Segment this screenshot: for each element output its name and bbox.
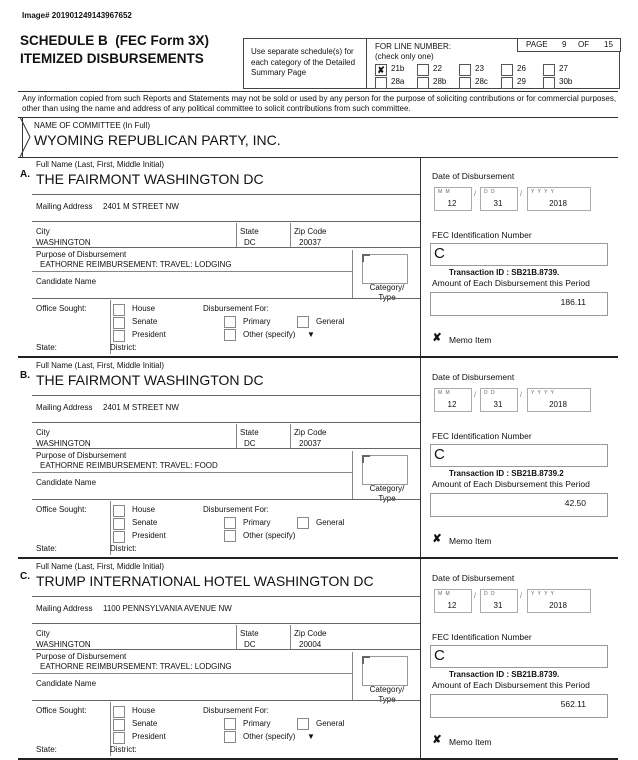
office-senate-label: Senate xyxy=(132,317,158,326)
state-label: State xyxy=(240,227,259,236)
line-option-label: 28a xyxy=(391,77,405,86)
office-state-label: State: xyxy=(36,745,57,754)
other-checkbox[interactable] xyxy=(224,530,236,542)
date-slash: / xyxy=(520,191,522,198)
page-total: 15 xyxy=(604,40,613,49)
office-house-label: House xyxy=(132,706,156,715)
zip-value: 20037 xyxy=(299,439,322,448)
date-month-hint: M M xyxy=(438,189,451,195)
line-option-checkbox[interactable] xyxy=(375,77,387,89)
line-option-label: 30b xyxy=(559,77,573,86)
amount-value: 42.50 xyxy=(564,498,586,508)
date-day-value: 31 xyxy=(493,400,503,409)
line-option-label: 23 xyxy=(475,64,484,73)
date-day-value: 31 xyxy=(493,601,503,610)
line-option-checkbox[interactable] xyxy=(501,64,513,76)
line-option-label: 21b xyxy=(391,64,405,73)
office-senate-label: Senate xyxy=(132,518,158,527)
date-label: Date of Disbursement xyxy=(432,573,515,583)
primary-checkbox[interactable] xyxy=(224,316,236,328)
zip-value: 20037 xyxy=(299,238,322,247)
line-option-checkbox[interactable]: ✘ xyxy=(375,64,387,76)
city-label: City xyxy=(36,227,50,236)
date-slash: / xyxy=(474,191,476,198)
line-number-label: FOR LINE NUMBER: xyxy=(375,42,452,51)
committee-bracket xyxy=(18,117,34,157)
date-slash: / xyxy=(520,593,522,600)
purpose-label: Purpose of Disbursement xyxy=(36,652,127,661)
date-year-value: 2018 xyxy=(549,400,567,409)
mailing-address-label: Mailing Address xyxy=(36,403,93,412)
city-value: WASHINGTON xyxy=(36,238,91,247)
separate-schedule-note-box xyxy=(243,38,367,89)
date-label: Date of Disbursement xyxy=(432,372,515,382)
office-house-checkbox[interactable] xyxy=(113,706,125,718)
form-title-form: (FEC Form 3X) xyxy=(115,33,210,48)
mailing-address-label: Mailing Address xyxy=(36,604,93,613)
transaction-id: Transaction ID : SB21B.8739. xyxy=(449,268,560,277)
disbursement-entry xyxy=(0,559,638,758)
memo-item-checkbox[interactable]: ✘ xyxy=(432,533,442,545)
fec-id-label: FEC Identification Number xyxy=(432,431,532,441)
line-option-checkbox[interactable] xyxy=(501,77,513,89)
date-slash: / xyxy=(474,392,476,399)
entry-letter: C. xyxy=(20,571,30,582)
line-option-checkbox[interactable] xyxy=(543,77,555,89)
transaction-id: Transaction ID : SB21B.8739.2 xyxy=(449,469,564,478)
mailing-address-value: 2401 M STREET NW xyxy=(103,403,179,412)
fec-id-label: FEC Identification Number xyxy=(432,230,532,240)
general-label: General xyxy=(316,719,345,728)
primary-checkbox[interactable] xyxy=(224,517,236,529)
office-president-label: President xyxy=(132,531,166,540)
office-president-checkbox[interactable] xyxy=(113,330,125,342)
entry-letter: B. xyxy=(20,370,30,381)
fec-id-prefix: C xyxy=(434,647,445,664)
general-checkbox[interactable] xyxy=(297,316,309,328)
office-president-checkbox[interactable] xyxy=(113,531,125,543)
mailing-address-value: 1100 PENNSYLVANIA AVENUE NW xyxy=(103,604,232,613)
general-checkbox[interactable] xyxy=(297,517,309,529)
zip-label: Zip Code xyxy=(294,227,327,236)
city-value: WASHINGTON xyxy=(36,439,91,448)
form-subtitle: ITEMIZED DISBURSEMENTS xyxy=(20,51,204,66)
amount-label: Amount of Each Disbursement this Period xyxy=(432,479,590,489)
date-year-hint: Y Y Y Y xyxy=(531,591,555,597)
fec-id-prefix: C xyxy=(434,245,445,262)
purpose-label: Purpose of Disbursement xyxy=(36,451,127,460)
state-value: DC xyxy=(244,238,256,247)
memo-item-checkbox[interactable]: ✘ xyxy=(432,332,442,344)
office-president-label: President xyxy=(132,330,166,339)
other-label: Other (specify) xyxy=(243,330,296,339)
candidate-name-label: Candidate Name xyxy=(36,478,97,487)
state-value: DC xyxy=(244,439,256,448)
state-value: DC xyxy=(244,640,256,649)
office-state-label: State: xyxy=(36,544,57,553)
purpose-label: Purpose of Disbursement xyxy=(36,250,127,259)
full-name-label: Full Name (Last, First, Middle Initial) xyxy=(36,160,165,169)
zip-label: Zip Code xyxy=(294,629,327,638)
line-option-label: 28b xyxy=(433,77,447,86)
date-year-hint: Y Y Y Y xyxy=(531,390,555,396)
purpose-value: EATHORNE REIMBURSEMENT: TRAVEL: LODGING xyxy=(40,260,232,269)
check-only-one: (check only one) xyxy=(375,52,434,61)
separate-schedule-note: Use separate schedule(s) for each category of the Detailed Summary Page xyxy=(251,47,356,77)
memo-item-label: Memo Item xyxy=(449,737,492,747)
other-label: Other (specify) xyxy=(243,732,296,741)
full-name-label: Full Name (Last, First, Middle Initial) xyxy=(36,562,165,571)
office-sought-label: Office Sought: xyxy=(36,304,87,313)
date-day-hint: D D xyxy=(484,189,496,195)
other-checkbox[interactable] xyxy=(224,329,236,341)
line-option-checkbox[interactable] xyxy=(459,64,471,76)
payee-name: THE FAIRMONT WASHINGTON DC xyxy=(36,171,264,187)
office-senate-checkbox[interactable] xyxy=(113,518,125,530)
line-option-checkbox[interactable] xyxy=(543,64,555,76)
office-sought-label: Office Sought: xyxy=(36,706,87,715)
general-label: General xyxy=(316,518,345,527)
mailing-address-value: 2401 M STREET NW xyxy=(103,202,179,211)
payee-name: TRUMP INTERNATIONAL HOTEL WASHINGTON DC xyxy=(36,573,374,589)
office-senate-label: Senate xyxy=(132,719,158,728)
fec-id-prefix: C xyxy=(434,446,445,463)
memo-item-label: Memo Item xyxy=(449,335,492,345)
category-type-box[interactable] xyxy=(362,656,408,686)
fec-id-box[interactable] xyxy=(430,645,608,668)
full-name-label: Full Name (Last, First, Middle Initial) xyxy=(36,361,165,370)
purpose-value: EATHORNE REIMBURSEMENT: TRAVEL: LODGING xyxy=(40,662,232,671)
office-president-checkbox[interactable] xyxy=(113,732,125,744)
date-day-hint: D D xyxy=(484,591,496,597)
category-type-box[interactable] xyxy=(362,455,408,485)
category-type-label: Category/ xyxy=(369,685,405,694)
primary-checkbox[interactable] xyxy=(224,718,236,730)
zip-value: 20004 xyxy=(299,640,322,649)
candidate-name-label: Candidate Name xyxy=(36,277,97,286)
line-option-checkbox[interactable] xyxy=(417,64,429,76)
candidate-name-label: Candidate Name xyxy=(36,679,97,688)
office-district-label: District: xyxy=(110,544,137,553)
disbursement-entry xyxy=(0,157,638,356)
general-checkbox[interactable] xyxy=(297,718,309,730)
category-type-box[interactable] xyxy=(362,254,408,284)
committee-name: WYOMING REPUBLICAN PARTY, INC. xyxy=(34,132,281,148)
date-month-value: 12 xyxy=(447,400,457,409)
state-label: State xyxy=(240,629,259,638)
other-arrow-icon: ▼ xyxy=(307,732,315,741)
date-year-value: 2018 xyxy=(549,199,567,208)
office-district-label: District: xyxy=(110,343,137,352)
disbursement-for-label: Disbursement For: xyxy=(203,304,269,313)
memo-item-checkbox[interactable]: ✘ xyxy=(432,734,442,746)
page-label: PAGE xyxy=(526,40,548,49)
office-president-label: President xyxy=(132,732,166,741)
amount-value: 562.11 xyxy=(560,699,586,709)
disbursement-entry xyxy=(0,358,638,557)
fec-id-label: FEC Identification Number xyxy=(432,632,532,642)
disbursement-for-label: Disbursement For: xyxy=(203,505,269,514)
date-label: Date of Disbursement xyxy=(432,171,515,181)
city-label: City xyxy=(36,629,50,638)
category-type-label: Category/ xyxy=(369,283,405,292)
fec-id-box[interactable] xyxy=(430,243,608,266)
zip-label: Zip Code xyxy=(294,428,327,437)
date-year-hint: Y Y Y Y xyxy=(531,189,555,195)
state-label: State xyxy=(240,428,259,437)
date-month-hint: M M xyxy=(438,591,451,597)
payee-name: THE FAIRMONT WASHINGTON DC xyxy=(36,372,264,388)
primary-label: Primary xyxy=(243,719,271,728)
date-month-value: 12 xyxy=(447,199,457,208)
date-year-value: 2018 xyxy=(549,601,567,610)
mailing-address-label: Mailing Address xyxy=(36,202,93,211)
purpose-value: EATHORNE REIMBURSEMENT: TRAVEL: FOOD xyxy=(40,461,218,470)
notice-text: Any information copied from such Reports and Statements may not be sold or used by any person for the purpose of soliciting contributions or for commercial purposes, other than using the name and address of any political committee to solicit contributions from such committee. xyxy=(22,94,617,113)
date-day-value: 31 xyxy=(493,199,503,208)
primary-label: Primary xyxy=(243,518,271,527)
date-month-value: 12 xyxy=(447,601,457,610)
page-current: 9 xyxy=(562,40,567,49)
amount-label: Amount of Each Disbursement this Period xyxy=(432,680,590,690)
category-type-label: Category/ xyxy=(369,484,405,493)
date-slash: / xyxy=(520,392,522,399)
date-slash: / xyxy=(474,593,476,600)
memo-item-label: Memo Item xyxy=(449,536,492,546)
fec-id-box[interactable] xyxy=(430,444,608,467)
page-box xyxy=(517,38,621,52)
office-senate-checkbox[interactable] xyxy=(113,719,125,731)
office-house-checkbox[interactable] xyxy=(113,505,125,517)
office-house-label: House xyxy=(132,505,156,514)
form-title-line1: SCHEDULE B xyxy=(20,33,108,48)
line-option-checkbox[interactable] xyxy=(417,77,429,89)
city-value: WASHINGTON xyxy=(36,640,91,649)
other-arrow-icon: ▼ xyxy=(307,330,315,339)
amount-label: Amount of Each Disbursement this Period xyxy=(432,278,590,288)
office-district-label: District: xyxy=(110,745,137,754)
line-option-label: 28c xyxy=(475,77,488,86)
office-sought-label: Office Sought: xyxy=(36,505,87,514)
other-label: Other (specify) xyxy=(243,531,296,540)
office-senate-checkbox[interactable] xyxy=(113,317,125,329)
transaction-id: Transaction ID : SB21B.8739. xyxy=(449,670,560,679)
office-house-label: House xyxy=(132,304,156,313)
line-option-label: 26 xyxy=(517,64,526,73)
city-label: City xyxy=(36,428,50,437)
general-label: General xyxy=(316,317,345,326)
committee-label: NAME OF COMMITTEE (In Full) xyxy=(34,121,150,130)
primary-label: Primary xyxy=(243,317,271,326)
line-number-box xyxy=(366,38,620,89)
image-id: Image# 201901249143967652 xyxy=(22,11,132,20)
office-state-label: State: xyxy=(36,343,57,352)
office-house-checkbox[interactable] xyxy=(113,304,125,316)
amount-value: 186.11 xyxy=(560,297,586,307)
date-month-hint: M M xyxy=(438,390,451,396)
line-option-checkbox[interactable] xyxy=(459,77,471,89)
date-day-hint: D D xyxy=(484,390,496,396)
other-checkbox[interactable] xyxy=(224,731,236,743)
line-option-label: 29 xyxy=(517,77,526,86)
disbursement-for-label: Disbursement For: xyxy=(203,706,269,715)
entry-letter: A. xyxy=(20,169,30,180)
line-option-label: 27 xyxy=(559,64,568,73)
line-option-label: 22 xyxy=(433,64,442,73)
form-title xyxy=(20,33,209,48)
page-of: OF xyxy=(578,40,590,49)
